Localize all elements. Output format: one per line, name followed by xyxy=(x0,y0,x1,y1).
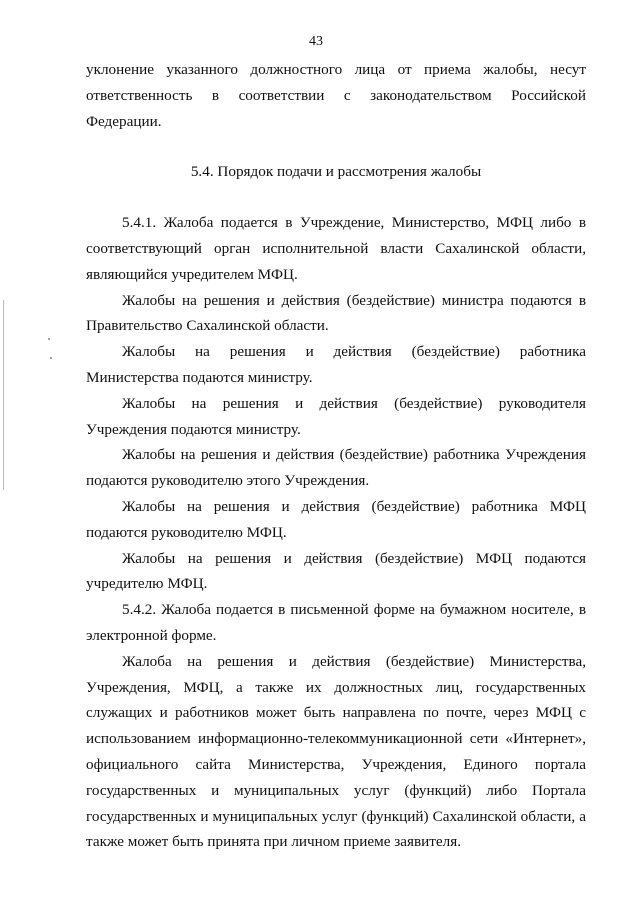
paragraph-mfc-employee-complaints: Жалобы на решения и действия (бездействие) работника МФЦ подаются руководителю МФЦ. xyxy=(86,497,586,541)
paragraph-ministry-employee-complaints: Жалобы на решения и действия (бездействие) работника Министерства подаются министру. xyxy=(86,343,586,386)
paragraph-mfc-complaints: Жалобы на решения и действия (бездействие) МФЦ подаются учредителю МФЦ. xyxy=(86,549,586,593)
page-number: 43 xyxy=(309,34,323,49)
scan-speck xyxy=(50,357,52,359)
paragraph-submission-channels: Жалоба на решения и действия (бездействие) Министерства, Учреждения, МФЦ, а также их должностных лиц, государственных служащих и работников может быть направлена по почте, через МФЦ с использованием информационно-телекоммуникационной сети «Интернет», официального сайта Министерства, Учреждения, Единого портала государственных и муниципальных услуг (функций) либо Портала государственных и муниципальных услуг (функций) Сахалинской области, а также может быть принята при личном приеме заявителя. xyxy=(86,652,586,851)
section-heading: 5.4. Порядок подачи и рассмотрения жалобы xyxy=(190,163,482,181)
paragraph-5-4-1: 5.4.1. Жалоба подается в Учреждение, Министерство, МФЦ либо в соответствующий орган исполнительной власти Сахалинской области, являющийся учредителем МФЦ. xyxy=(86,214,586,283)
scan-speck xyxy=(48,338,50,340)
paragraph-minister-complaints: Жалобы на решения и действия (бездействие) министра подаются в Правительство Сахалинской области. xyxy=(86,291,586,335)
paragraph-continuation: уклонение указанного должностного лица от приема жалобы, несут ответственность в соответствии с законодательством Российской Федерации. xyxy=(86,61,586,130)
paragraph-institution-employee-complaints: Жалобы на решения и действия (бездействие) работника Учреждения подаются руководителю этого Учреждения. xyxy=(86,446,586,490)
paragraph-institution-head-complaints: Жалобы на решения и действия (бездействие) руководителя Учреждения подаются министру. xyxy=(86,394,586,438)
document-body xyxy=(86,57,586,855)
paragraph-5-4-2: 5.4.2. Жалоба подается в письменной форме на бумажном носителе, в электронной форме. xyxy=(86,601,586,644)
scan-edge-line xyxy=(3,300,4,490)
